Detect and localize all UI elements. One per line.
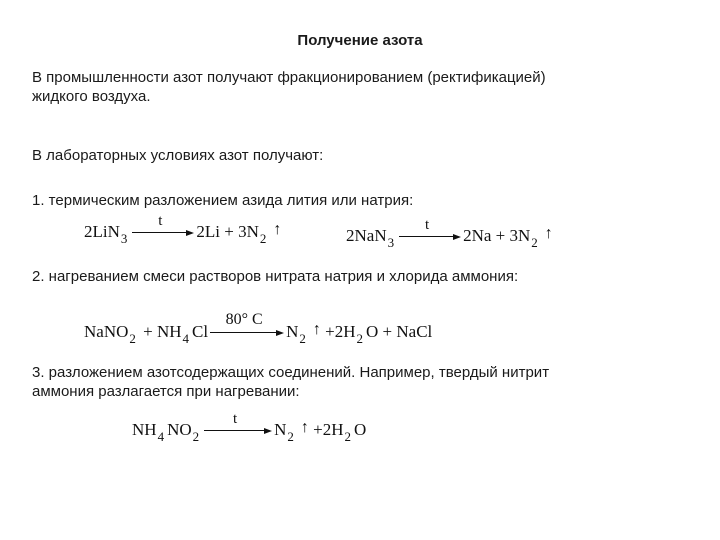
method-3-paragraph	[32, 363, 549, 401]
eq-product: O + NaCl	[366, 322, 433, 341]
eq-subscript: 4	[157, 429, 165, 444]
eq-product: N	[286, 322, 299, 341]
gas-evolution-arrow-icon: ↑	[544, 225, 553, 242]
eq-subscript: 2	[129, 331, 136, 346]
eq-reactant: NaNO	[84, 322, 129, 341]
eq-reactant: 2LiN	[84, 222, 120, 241]
reaction-arrow-icon	[399, 217, 461, 241]
reaction-arrow-icon	[132, 213, 194, 237]
eq-subscript: 3	[387, 235, 395, 250]
method-3-line-1: 3. разложением азотсодержащих соединений. Например, твердый нитрит	[32, 364, 550, 381]
eq-subscript: 3	[120, 231, 128, 246]
eq-reactant: NH	[132, 420, 157, 439]
eq-product: O	[354, 420, 367, 439]
page-title: Получение азота	[297, 32, 423, 49]
gas-evolution-arrow-icon: ↑	[273, 221, 282, 238]
equation-sodium-nitrite-ammonium-chloride	[84, 311, 433, 346]
eq-subscript: 2	[259, 231, 267, 246]
method-1-text: 1. термическим разложением азида лития или натрия:	[32, 192, 414, 209]
eq-subscript: 2	[356, 331, 364, 346]
intro-line-1: В промышленности азот получают фракционированием (ректификацией)	[32, 69, 546, 86]
eq-subscript: 2	[299, 331, 306, 346]
reaction-condition: 80° C	[225, 311, 263, 328]
gas-evolution-arrow-icon: ↑	[312, 321, 321, 338]
eq-product: +2H	[320, 322, 356, 341]
reaction-condition: t	[233, 411, 238, 427]
equation-sodium-azide	[346, 217, 553, 250]
eq-reactant: 2NaN	[346, 226, 387, 245]
method-2-text: 2. нагреванием смеси растворов нитрата натрия и хлорида аммония:	[32, 268, 519, 285]
eq-product: +2H	[308, 420, 344, 439]
eq-subscript: 2	[344, 429, 352, 444]
lab-heading: В лабораторных условиях азот получают:	[32, 147, 324, 164]
eq-product: 2Na + 3N	[463, 226, 531, 245]
reaction-condition: t	[158, 213, 163, 229]
eq-subscript: 4	[182, 331, 190, 346]
gas-evolution-arrow-icon: ↑	[300, 419, 309, 436]
intro-line-2: жидкого воздуха.	[32, 88, 151, 105]
reaction-condition: t	[425, 217, 430, 233]
intro-paragraph	[32, 68, 546, 106]
equation-lithium-azide	[84, 213, 282, 246]
eq-subscript: 2	[192, 429, 200, 444]
eq-subscript: 2	[287, 429, 294, 444]
eq-reactant: + NH	[138, 322, 182, 341]
eq-reactant: Cl	[192, 322, 209, 341]
eq-product: N	[274, 420, 287, 439]
reaction-arrow-icon	[204, 411, 272, 435]
equation-ammonium-nitrite	[132, 411, 367, 444]
reaction-arrow-icon	[210, 311, 284, 337]
method-3-line-2: аммония разлагается при нагревании:	[32, 383, 300, 400]
eq-reactant: NO	[167, 420, 192, 439]
eq-subscript: 2	[531, 235, 538, 250]
eq-product: 2Li + 3N	[196, 222, 259, 241]
